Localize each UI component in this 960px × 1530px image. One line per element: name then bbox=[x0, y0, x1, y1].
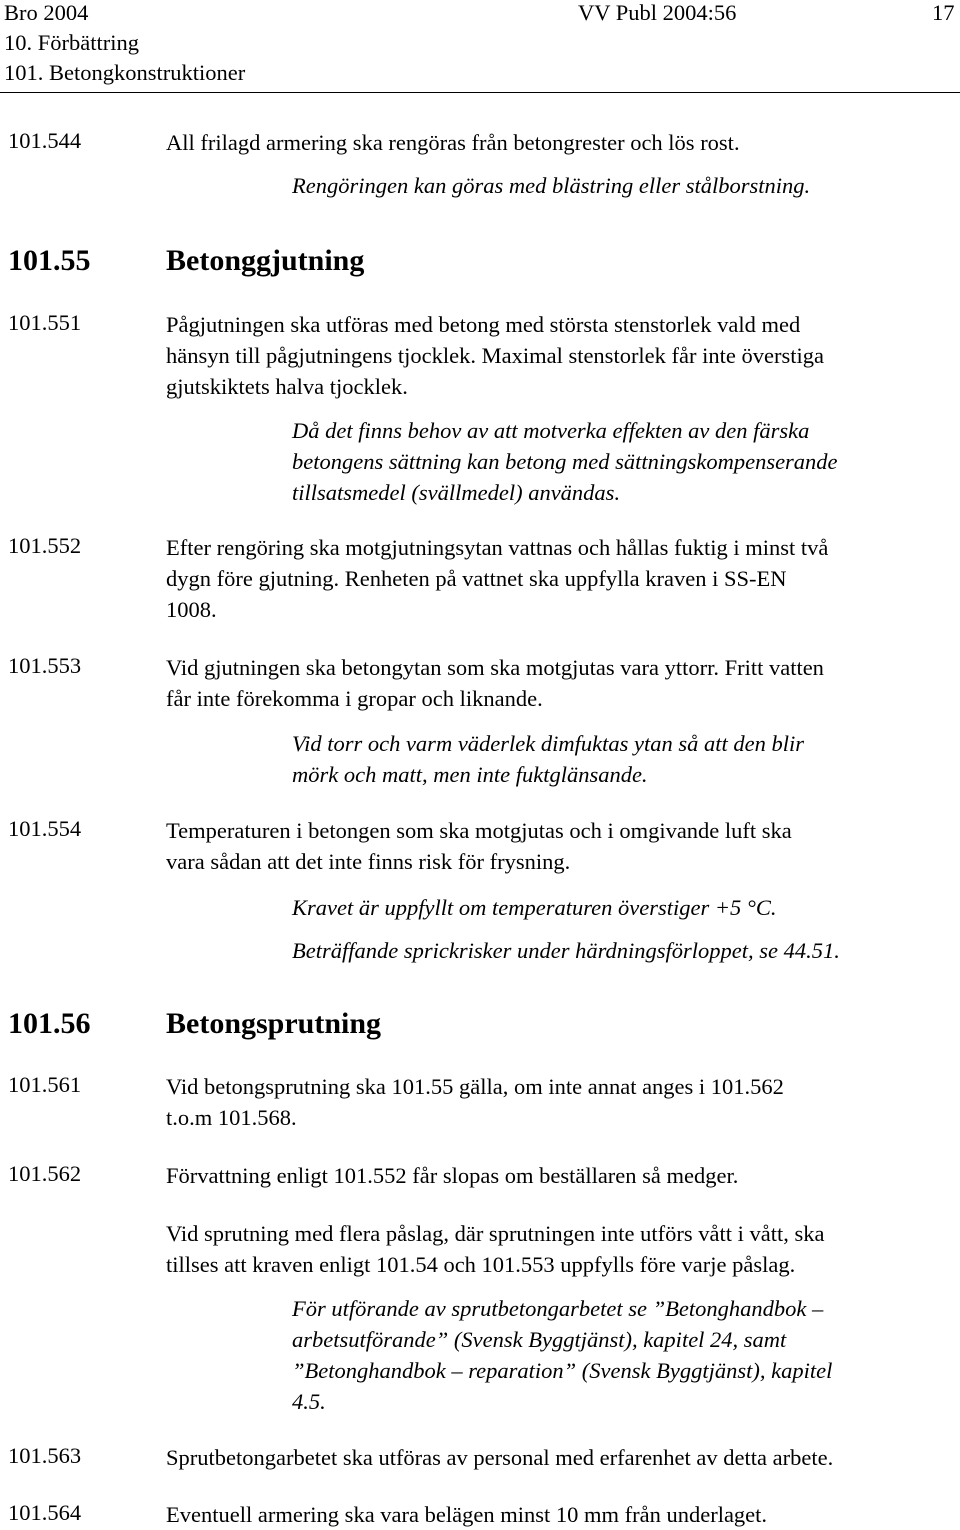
clause-text: 1008. bbox=[166, 597, 217, 622]
clause-number: 101.564 bbox=[8, 1500, 82, 1525]
clause-note: arbetsutförande” (Svensk Byggtjänst), kapitel 24, samt bbox=[292, 1327, 787, 1352]
header-chapter: 10. Förbättring bbox=[4, 30, 139, 55]
clause-note: För utförande av sprutbetongarbetet se ”Betonghandbok – bbox=[292, 1296, 824, 1321]
clause-note: 4.5. bbox=[292, 1389, 326, 1414]
clause-text: Sprutbetongarbetet ska utföras av personal med erfarenhet av detta arbete. bbox=[166, 1445, 834, 1470]
header-publication: Bro 2004 bbox=[4, 0, 89, 25]
clause-note: Rengöringen kan göras med blästring eller stålborstning. bbox=[292, 173, 811, 198]
section-number: 101.55 bbox=[8, 244, 91, 277]
clause-text: Eventuell armering ska vara belägen minst 10 mm från underlaget. bbox=[166, 1502, 768, 1527]
section-title: Betongsprutning bbox=[166, 1007, 382, 1040]
clause-text: t.o.m 101.568. bbox=[166, 1105, 297, 1130]
clause-number: 101.553 bbox=[8, 653, 82, 678]
header-rule bbox=[0, 92, 960, 93]
clause-text: Vid gjutningen ska betongytan som ska motgjutas vara yttorr. Fritt vatten bbox=[166, 655, 824, 680]
section-title: Betonggjutning bbox=[166, 244, 365, 277]
clause-note: tillsatsmedel (svällmedel) användas. bbox=[292, 480, 621, 505]
page-number: 17 bbox=[932, 0, 955, 25]
clause-text: får inte förekomma i gropar och liknande. bbox=[166, 686, 543, 711]
clause-text: hänsyn till pågjutningens tjocklek. Maximal stenstorlek får inte överstiga bbox=[166, 343, 824, 368]
clause-number: 101.554 bbox=[8, 816, 82, 841]
clause-note: Då det finns behov av att motverka effekten av den färska bbox=[292, 418, 810, 443]
clause-text: Vid sprutning med flera påslag, där sprutningen inte utförs vått i vått, ska bbox=[166, 1221, 825, 1246]
clause-note: betongens sättning kan betong med sättningskompenserande bbox=[292, 449, 838, 474]
clause-text: Vid betongsprutning ska 101.55 gälla, om inte annat anges i 101.562 bbox=[166, 1074, 784, 1099]
clause-number: 101.551 bbox=[8, 310, 82, 335]
clause-text: Pågjutningen ska utföras med betong med största stenstorlek vald med bbox=[166, 312, 801, 337]
clause-number: 101.563 bbox=[8, 1443, 82, 1468]
header-series: VV Publ 2004:56 bbox=[578, 0, 737, 25]
clause-text: vara sådan att det inte finns risk för frysning. bbox=[166, 849, 571, 874]
clause-note: Beträffande sprickrisker under härdningsförloppet, se 44.51. bbox=[292, 938, 840, 963]
clause-text: Förvattning enligt 101.552 får slopas om beställaren så medger. bbox=[166, 1163, 739, 1188]
clause-number: 101.562 bbox=[8, 1161, 82, 1186]
clause-number: 101.552 bbox=[8, 533, 82, 558]
clause-note: Vid torr och varm väderlek dimfuktas ytan så att den blir bbox=[292, 731, 805, 756]
clause-text: All frilagd armering ska rengöras från betongrester och lös rost. bbox=[166, 130, 740, 155]
clause-text: gjutskiktets halva tjocklek. bbox=[166, 374, 408, 399]
clause-number: 101.561 bbox=[8, 1072, 82, 1097]
clause-text: tillses att kraven enligt 101.54 och 101.553 uppfylls före varje påslag. bbox=[166, 1252, 796, 1277]
header-subchapter: 101. Betongkonstruktioner bbox=[4, 60, 246, 85]
clause-note: ”Betonghandbok – reparation” (Svensk Byggtjänst), kapitel bbox=[292, 1358, 833, 1383]
section-number: 101.56 bbox=[8, 1007, 91, 1040]
clause-text: Temperaturen i betongen som ska motgjutas och i omgivande luft ska bbox=[166, 818, 792, 843]
clause-note: Kravet är uppfyllt om temperaturen överstiger +5 °C. bbox=[292, 895, 777, 920]
clause-note: mörk och matt, men inte fuktglänsande. bbox=[292, 762, 648, 787]
clause-text: dygn före gjutning. Renheten på vattnet ska uppfylla kraven i SS-EN bbox=[166, 566, 787, 591]
clause-text: Efter rengöring ska motgjutningsytan vattnas och hållas fuktig i minst två bbox=[166, 535, 829, 560]
clause-number: 101.544 bbox=[8, 128, 82, 153]
